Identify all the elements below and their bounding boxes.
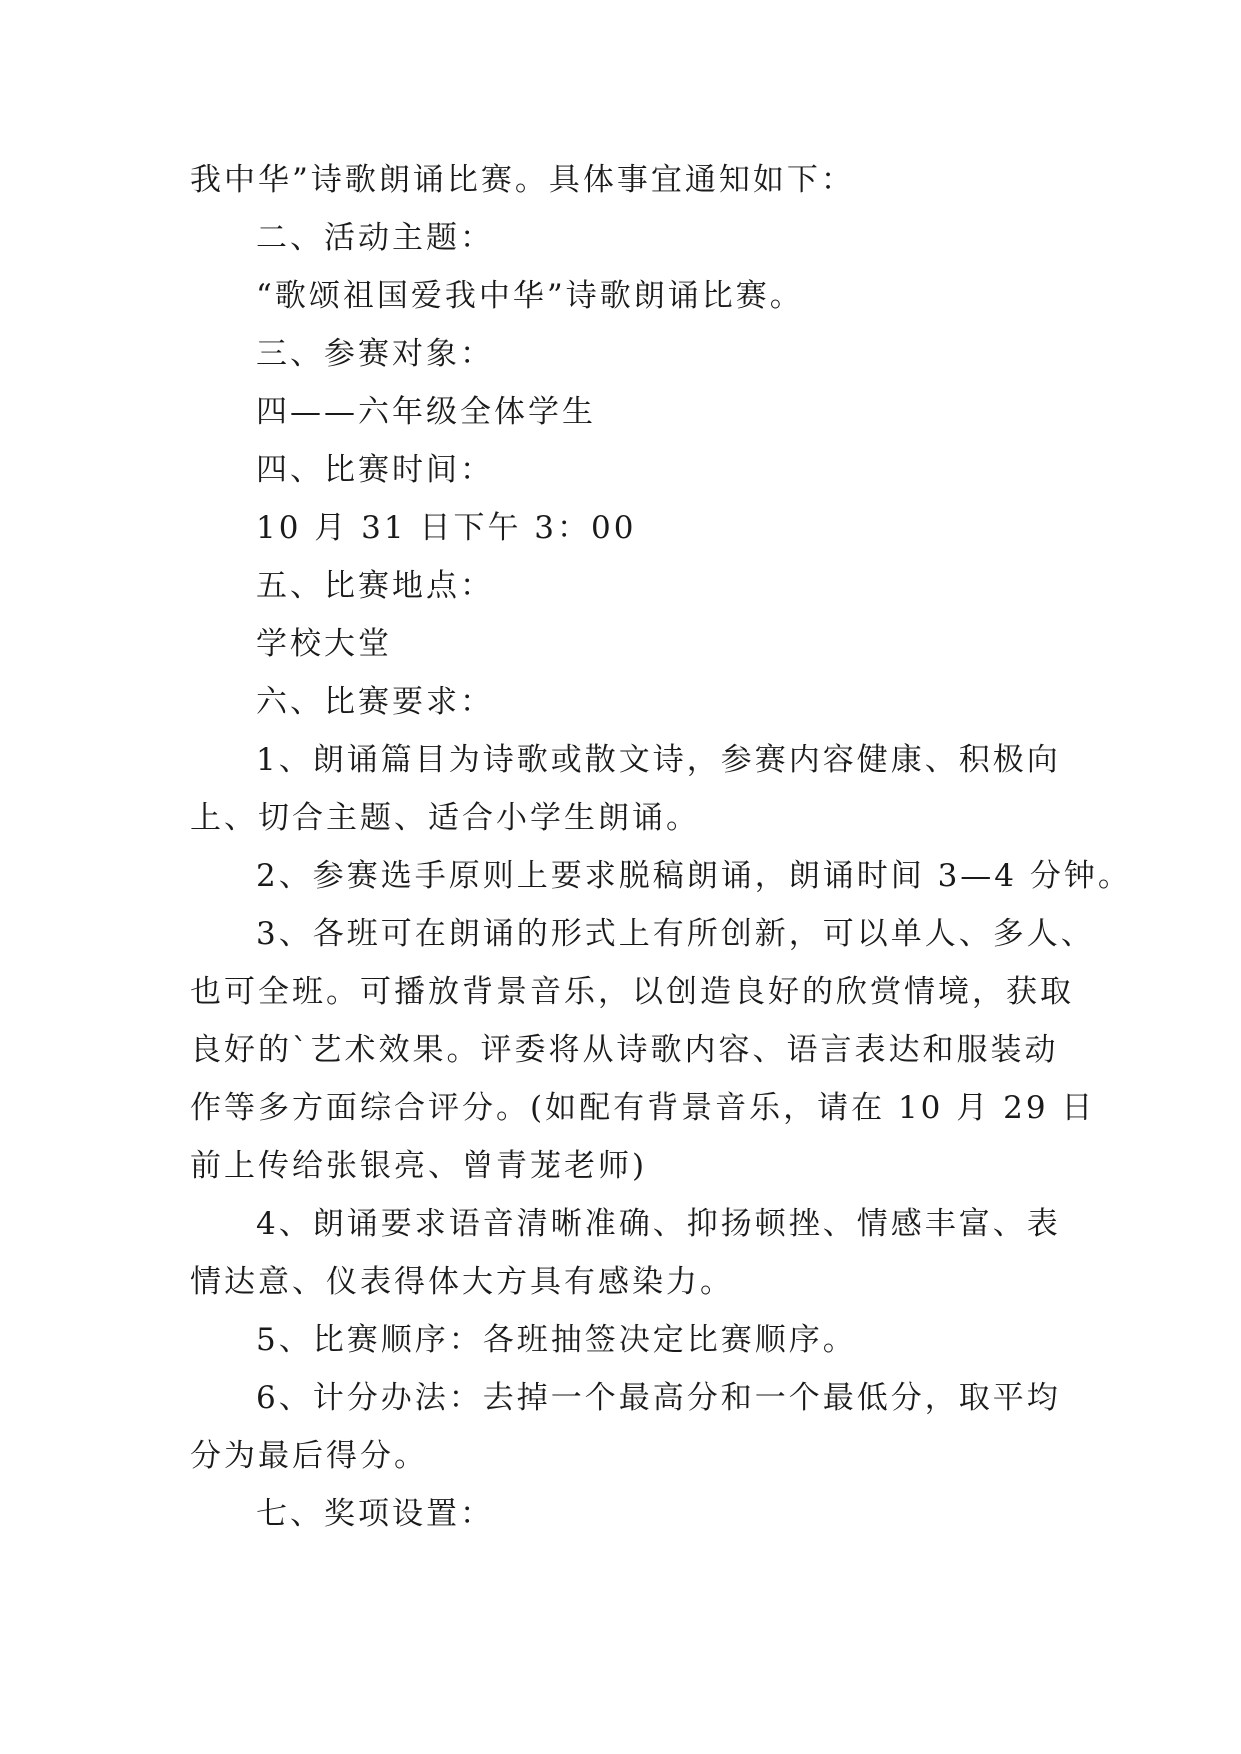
text-line: 学校大堂 (256, 626, 392, 662)
section-heading: 七、奖项设置： (256, 1496, 494, 1532)
text-line: 良好的`艺术效果。评委将从诗歌内容、语言表达和服装动 (190, 1032, 1059, 1068)
text-line: 10 月 31 日下午 3：00 (256, 510, 637, 546)
text-line: 我中华”诗歌朗诵比赛。具体事宜通知如下： (190, 162, 855, 198)
text-line: 4、朗诵要求语音清晰准确、抑扬顿挫、情感丰富、表 (256, 1206, 1061, 1242)
text-line: 1、朗诵篇目为诗歌或散文诗，参赛内容健康、积极向 (256, 742, 1061, 778)
section-heading: 五、比赛地点： (256, 568, 494, 604)
text-line: 2、参赛选手原则上要求脱稿朗诵，朗诵时间 3—4 分钟。 (256, 858, 1132, 894)
section-heading: 四、比赛时间： (256, 452, 494, 488)
section-heading: 六、比赛要求： (256, 684, 494, 720)
text-line: 分为最后得分。 (190, 1438, 428, 1474)
text-line: 前上传给张银亮、曾青茏老师) (190, 1148, 648, 1184)
text-line: 3、各班可在朗诵的形式上有所创新，可以单人、多人、 (256, 916, 1095, 952)
text-line: 上、切合主题、适合小学生朗诵。 (190, 800, 700, 836)
text-line: 四——六年级全体学生 (256, 394, 596, 430)
text-line: 6、计分办法：去掉一个最高分和一个最低分，取平均 (256, 1380, 1061, 1416)
text-line: 情达意、仪表得体大方具有感染力。 (190, 1264, 734, 1300)
text-line: “歌颂祖国爱我中华”诗歌朗诵比赛。 (256, 278, 804, 314)
text-line: 也可全班。可播放背景音乐，以创造良好的欣赏情境，获取 (190, 974, 1074, 1010)
section-heading: 三、参赛对象： (256, 336, 494, 372)
section-heading: 二、活动主题： (256, 220, 494, 256)
text-line: 5、比赛顺序：各班抽签决定比赛顺序。 (256, 1322, 857, 1358)
text-line: 作等多方面综合评分。(如配有背景音乐，请在 10 月 29 日 (190, 1090, 1096, 1126)
